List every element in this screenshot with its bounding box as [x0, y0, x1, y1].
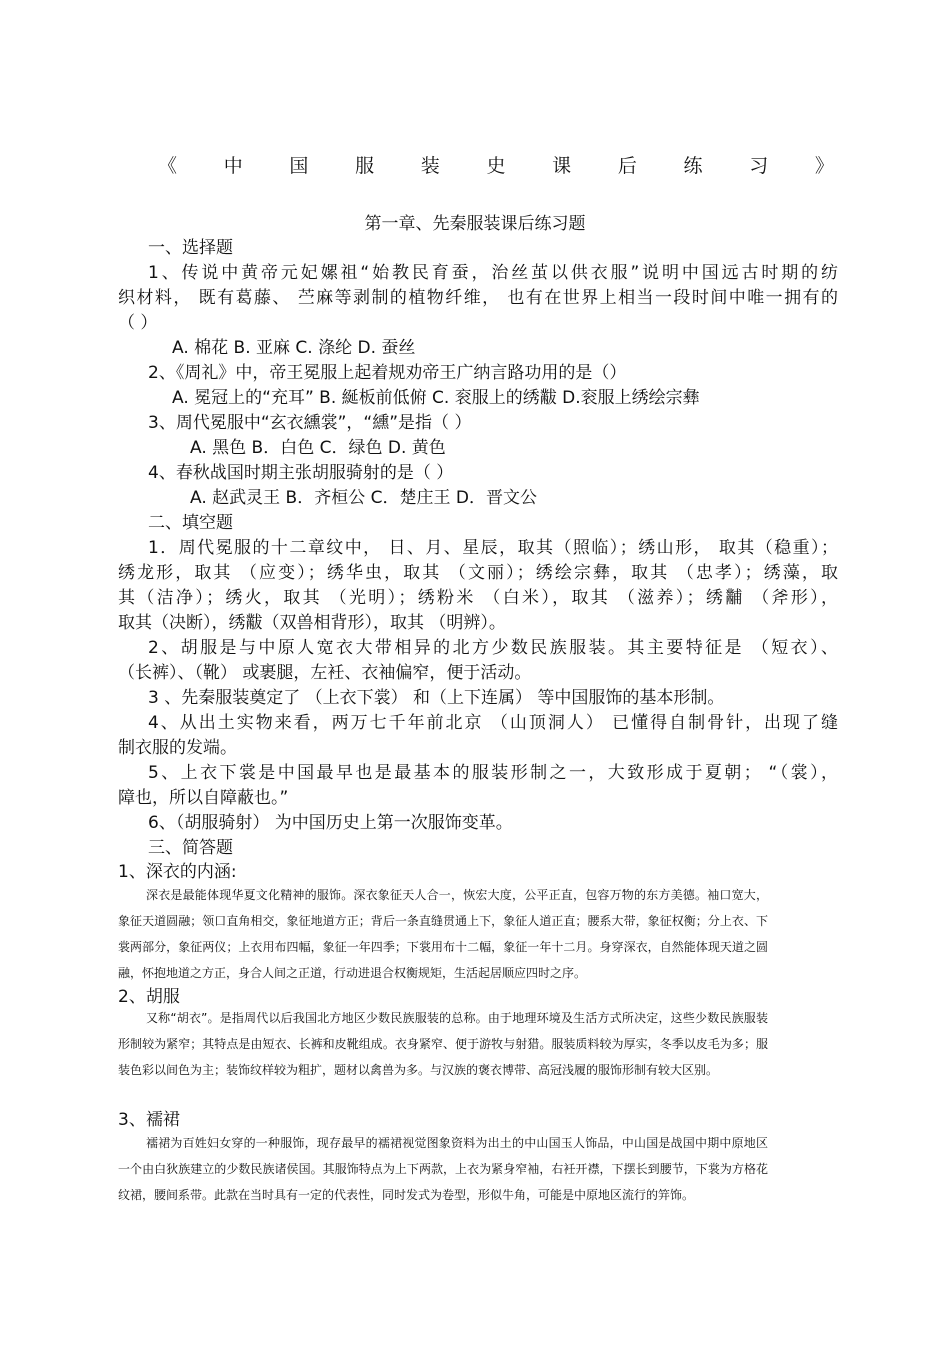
question-3: 3、周代冕服中“玄衣纁裳”，“纁”是指（ ）	[148, 413, 472, 433]
title-char: 》	[814, 155, 834, 177]
answer-3-text: 襦裙为百姓妇女穿的一种服饰，现存最早的襦裙视觉图象资料为出土的中山国玉人饰品，中山国是战国中期中原地区一个由白狄族建立的少数民族诸侯国。其服饰特点为上下两款，上衣为紧身窄袖，右衽开襟，下摆长到腰节，下裳为方格花纹裙，腰间系带。此款在当时具有一定的代表性，同时发式为卷型，形似牛角，可能是中原地区流行的笄饰。	[118, 1136, 768, 1202]
section-heading: 一、选择题	[148, 238, 233, 258]
chapter-heading: 第一章、先秦服装课后练习题	[364, 214, 586, 234]
fill-6: 6、（胡服骑射） 为中国历史上第一次服饰变革。	[148, 813, 513, 833]
question-1-options: A. 棉花 B. 亚麻 C. 涤纶 D. 蚕丝	[172, 338, 416, 358]
fill-5-line-1: 5、上衣下裳是中国最早也是最基本的服装形制之一，大致形成于夏朝； “（裳），	[148, 763, 838, 783]
answer-2-text: 又称“胡衣”。是指周代以后我国北方地区少数民族服装的总称。由于地理环境及生活方式所决定，这些少数民族服装形制较为紧窄；其特点是由短衣、长裤和皮靴组成。衣身紧窄、便于游牧与射猎。服装质料较为厚实，冬季以皮毛为多；服装色彩以间色为主；装饰纹样较为粗扩，题材以禽兽为多。与汉族的褒衣博带、高冠浅履的服饰形制有较大区别。	[118, 1011, 768, 1077]
question-3-options: A. 黑色 B．白色 C．绿色 D. 黄色	[190, 438, 446, 458]
title-char: 后	[617, 155, 637, 177]
answer-1-title: 1、深衣的内涵:	[118, 862, 237, 882]
fill-1-line-4: 取其（决断），绣黻（双兽相背形），取其 （明辨）。	[118, 613, 506, 633]
title-char: 练	[683, 155, 703, 177]
fill-2-line-2: （长裤）、（靴） 或裹腿，左衽、衣袖偏窄，便于活动。	[118, 663, 532, 683]
question-1-line-1: 1、传说中黄帝元妃嫘祖“始教民育蚕，治丝茧以供衣服”说明中国远古时期的纺	[148, 263, 838, 283]
title-char: 国	[289, 155, 309, 177]
fill-1-line-1: 1．周代冕服的十二章纹中， 日、月、星辰，取其（照临）；绣山形， 取其（稳重）；	[148, 538, 838, 558]
title-char: 装	[420, 155, 440, 177]
question-4-options: A. 赵武灵王 B．齐桓公 C．楚庄王 D．晋文公	[190, 488, 537, 508]
title-char: 课	[552, 155, 572, 177]
answer-1-text: 深衣是最能体现华夏文化精神的服饰。深衣象征天人合一，恢宏大度，公平正直，包容万物的东方美德。袖口宽大，象征天道圆融；领口直角相交，象征地道方正；背后一条直缝贯通上下，象征人道正直；腰系大带，象征权衡；分上衣、下裳两部分，象征两仪；上衣用布四幅，象征一年四季；下裳用布十二幅，象征一年十二月。身穿深衣，自然能体现天道之圆融，怀抱地道之方正，身合人间之正道，行动进退合权衡规矩，生活起居顺应四时之序。	[118, 888, 768, 980]
question-4: 4、春秋战国时期主张胡服骑射的是（ ）	[148, 463, 454, 483]
answer-2-title: 2、胡服	[118, 987, 180, 1007]
title-char: 《	[158, 155, 178, 177]
question-1-line-3: （ ）	[118, 313, 158, 333]
section-heading: 三、简答题	[148, 838, 233, 858]
answer-3-title: 3、襦裙	[118, 1110, 180, 1130]
title-char: 服	[355, 155, 375, 177]
fill-1-line-3: 其（洁净）；绣火，取其 （光明）；绣粉米 （白米），取其 （滋养）；绣黼 （斧形），	[118, 588, 838, 608]
fill-4-line-1: 4、从出土实物来看，两万七千年前北京 （山顶洞人） 已懂得自制骨针，出现了缝	[148, 713, 838, 733]
fill-2-line-1: 2、胡服是与中原人宽衣大带相异的北方少数民族服装。其主要特征是 （短衣）、	[148, 638, 838, 658]
fill-4-line-2: 制衣服的发端。	[118, 738, 237, 758]
document-title	[158, 153, 834, 179]
section-heading: 二、填空题	[148, 513, 233, 533]
fill-1-line-2: 绣龙形，取其 （应变）；绣华虫，取其 （文丽）；绣绘宗彝，取其 （忠孝）；绣藻，取	[118, 563, 838, 583]
title-char: 史	[486, 155, 506, 177]
fill-3: 3 、先秦服装奠定了 （上衣下裳） 和（上下连属） 等中国服饰的基本形制。	[148, 688, 725, 708]
title-char: 习	[749, 155, 769, 177]
title-char: 中	[223, 155, 243, 177]
question-1-line-2: 织材料， 既有葛藤、 苎麻等剥制的植物纤维， 也有在世界上相当一段时间中唯一拥有的	[118, 288, 838, 308]
question-2-options: A. 冕冠上的“充耳” B. 綖板前低俯 C. 衮服上的绣黻 D.衮服上绣绘宗彝	[172, 388, 700, 408]
fill-5-line-2: 障也，所以自障蔽也。”	[118, 788, 289, 808]
question-2: 2、《周礼》中，帝王冕服上起着规劝帝王广纳言路功用的是（）	[148, 363, 627, 383]
